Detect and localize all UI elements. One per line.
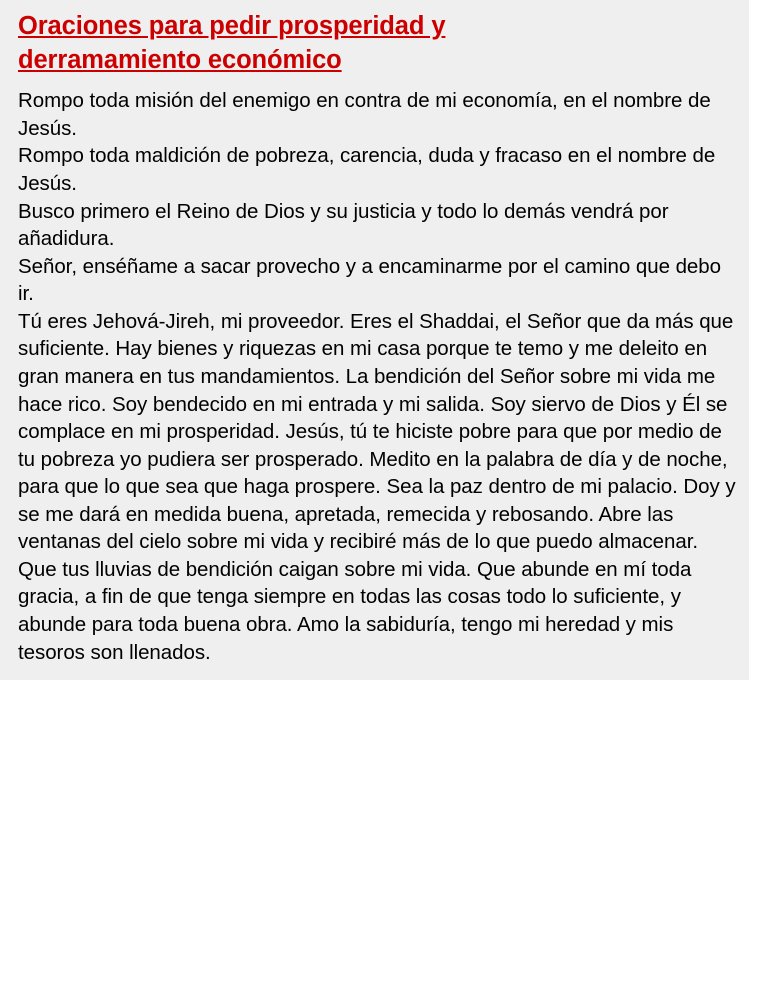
paragraph: Rompo toda misión del enemigo en contra de mi economía, en el nombre de Jesús. <box>18 89 711 140</box>
page-title <box>0 10 749 77</box>
paragraph: Tú eres Jehová-Jireh, mi proveedor. Eres el Shaddai, el Señor que da más que suficiente. Hay bienes y riquezas en mi casa porque te temo y me deleito en gran manera en tus mandamientos. La bendición del Señor sobre mi vida me hace rico. Soy bendecido en mi entrada y mi salida. Soy siervo de Dios y Él se complace en mi prosperidad. Jesús, tú te hiciste pobre para que por medio de tu pobreza yo pudiera ser prosperado. Medito en la palabra de día y de noche, para que lo que sea que haga prospere. Sea la paz dentro de mi palacio. Doy y se me dará en medida buena, apretada, remecida y rebosando. Abre las ventanas del cielo sobre mi vida y recibiré más de lo que puedo almacenar. Que tus lluvias de bendición caigan sobre mi vida. Que abunde en mí toda gracia, a fin de que tenga siempre en todas las cosas todo lo suficiente, y abunde para toda buena obra. Amo la sabiduría, tengo mi heredad y mis tesoros son llenados. <box>18 309 736 664</box>
page-title-line-1: Oraciones para pedir prosperidad y <box>18 12 446 40</box>
page-title-line-2: derramamiento económico <box>18 45 342 74</box>
paragraph: Busco primero el Reino de Dios y su justicia y todo lo demás vendrá por añadidura. <box>18 199 669 251</box>
paragraph: Señor, enséñame a sacar provecho y a encaminarme por el camino que debo ir. <box>18 254 721 306</box>
paragraph: Rompo toda maldición de pobreza, carencia, duda y fracaso en el nombre de Jesús. <box>18 144 716 195</box>
page-blank-area <box>0 781 768 993</box>
document-body <box>0 77 749 666</box>
